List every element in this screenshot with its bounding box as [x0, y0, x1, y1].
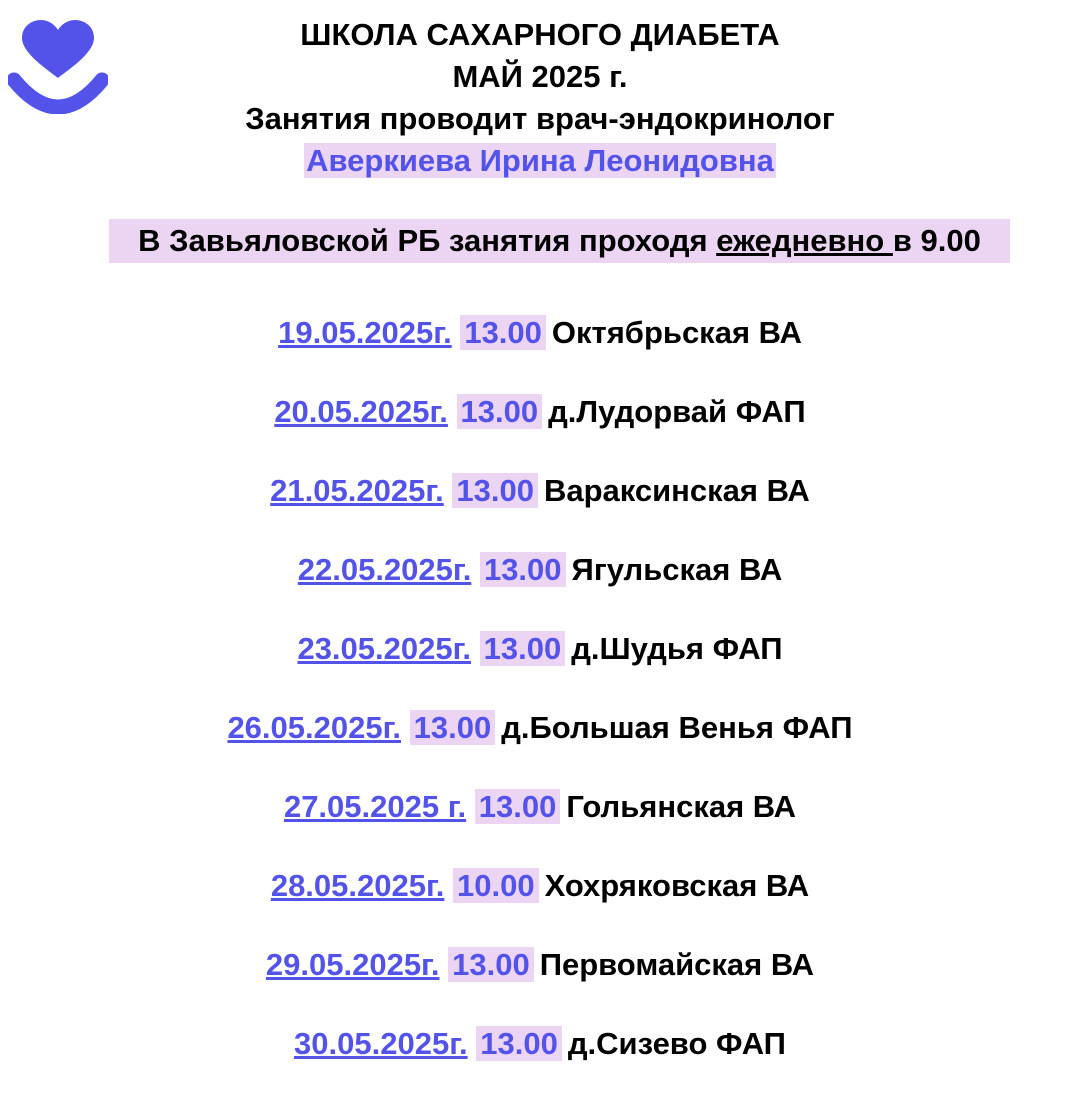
time-badge: 13.00: [475, 789, 561, 824]
time-badge: 13.00: [460, 315, 546, 350]
time-badge: 13.00: [448, 947, 534, 982]
location-label: Вараксинская ВА: [543, 473, 810, 508]
date-link[interactable]: 20.05.2025г.: [274, 394, 448, 429]
date-link[interactable]: 22.05.2025г.: [297, 552, 472, 587]
schedule-row: [0, 547, 1080, 626]
notice-prefix: В Завьяловской РБ занятия проходя: [138, 223, 717, 258]
location-label: Хохряковская ВА: [544, 868, 810, 903]
schedule-row: [0, 705, 1080, 784]
month-title: МАЙ 2025 г.: [452, 59, 628, 94]
location-label: Первомайская ВА: [539, 947, 815, 982]
time-badge: 13.00: [480, 631, 566, 666]
time-badge: 10.00: [453, 868, 539, 903]
doctor-name: Аверкиева Ирина Леонидовна: [306, 143, 774, 178]
date-link[interactable]: 19.05.2025г.: [278, 315, 452, 350]
date-link[interactable]: 29.05.2025г.: [265, 947, 440, 982]
date-link[interactable]: 21.05.2025г.: [270, 473, 444, 508]
schedule-row: [0, 784, 1080, 863]
date-link[interactable]: 28.05.2025г.: [270, 868, 445, 903]
date-link[interactable]: 27.05.2025 г.: [283, 789, 467, 824]
location-label: Гольянская ВА: [566, 789, 797, 824]
instructor-caption: Занятия проводит врач-эндокринолог: [245, 101, 835, 136]
schedule-row: [0, 389, 1080, 468]
schedule-row: [0, 942, 1080, 1021]
location-label: д.Лудорвай ФАП: [548, 394, 806, 429]
time-badge: 13.00: [457, 394, 543, 429]
location-label: д.Шудья ФАП: [571, 631, 783, 666]
notice-emphasis: ежедневно: [716, 223, 893, 258]
location-label: д.Большая Венья ФАП: [501, 710, 853, 745]
schedule-row: [0, 626, 1080, 705]
header: [0, 14, 1080, 182]
daily-notice: [109, 219, 1010, 263]
time-badge: 13.00: [476, 1026, 562, 1061]
schedule-row: [0, 310, 1080, 389]
time-badge: 13.00: [480, 552, 566, 587]
location-label: Ягульская ВА: [571, 552, 783, 587]
date-link[interactable]: 23.05.2025г.: [297, 631, 472, 666]
schedule-row: [0, 863, 1080, 942]
schedule-row: [0, 468, 1080, 547]
date-link[interactable]: 26.05.2025г.: [227, 710, 402, 745]
date-link[interactable]: 30.05.2025г.: [294, 1026, 468, 1061]
schedule-row: [0, 1021, 1080, 1100]
time-badge: 13.00: [452, 473, 538, 508]
location-label: д.Сизево ФАП: [567, 1026, 786, 1061]
location-label: Октябрьская ВА: [551, 315, 802, 350]
schedule-list: [0, 310, 1080, 1100]
time-badge: 13.00: [410, 710, 496, 745]
school-title: ШКОЛА САХАРНОГО ДИАБЕТА: [300, 17, 780, 52]
notice-suffix: в 9.00: [892, 223, 981, 258]
